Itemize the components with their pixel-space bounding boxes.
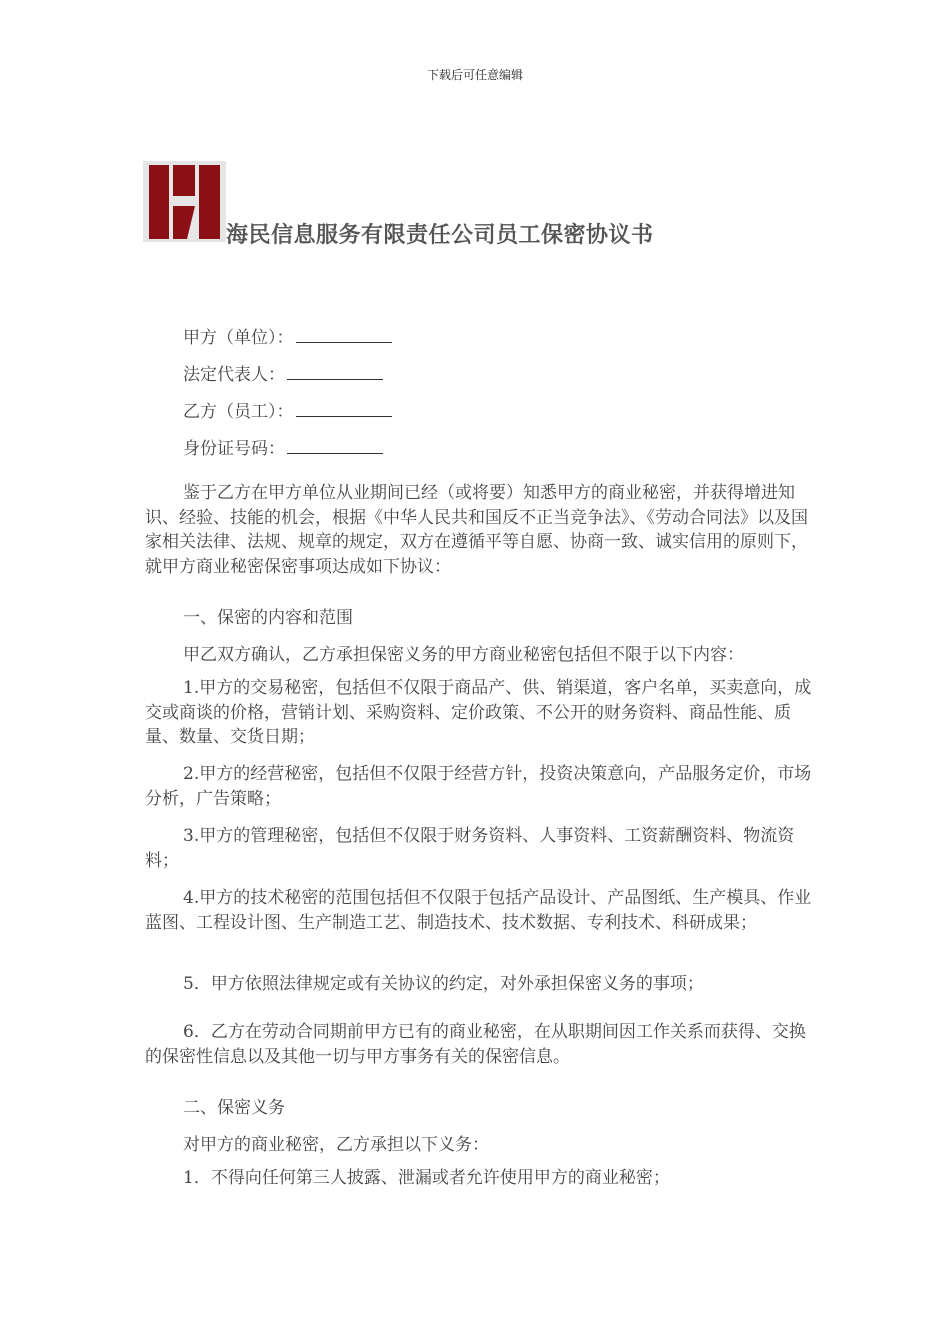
field-label: 法定代表人： [183,365,285,385]
field-party-a [183,323,392,348]
section-2-item: 1．不得向任何第三人披露、泄漏或者允许使用甲方的商业秘密； [183,1168,670,1188]
section-1-heading: 一、保密的内容和范围 [183,608,353,628]
section-1-item: 2.甲方的经营秘密，包括但不仅限于经营方针，投资决策意向，产品服务定价，市场分析，广告策略； [145,764,812,809]
field-legal-rep [183,360,383,385]
document-title: 海民信息服务有限责任公司员工保密协议书 [226,222,654,248]
company-logo [143,161,226,242]
fill-blank [287,365,383,380]
section-1-item: 4.甲方的技术秘密的范围包括但不仅限于包括产品设计、产品图纸、生产模具、作业蓝图、工程设计图、生产制造工艺、制造技术、技术数据、专利技术、科研成果； [145,888,812,933]
fill-blank [296,402,392,417]
field-label: 甲方（单位）： [183,328,294,348]
section-1-item: 1.甲方的交易秘密，包括但不仅限于商品产、供、销渠道，客户名单，买卖意向，成交或商谈的价格，营销计划、采购资料、定价政策、不公开的财务资料、商品性能、质量、数量、交货日期； [145,678,812,747]
section-2-intro: 对甲方的商业秘密，乙方承担以下义务： [183,1135,489,1155]
section-1-item: 3.甲方的管理秘密，包括但不仅限于财务资料、人事资料、工资薪酬资料、物流资料； [145,826,795,871]
section-1-item: 6．乙方在劳动合同期前甲方已有的商业秘密，在从职期间因工作关系而获得、交换的保密性信息以及其他一切与甲方事务有关的保密信息。 [145,1022,806,1067]
fill-blank [287,439,383,454]
section-1-intro: 甲乙双方确认，乙方承担保密义务的甲方商业秘密包括但不限于以下内容： [183,645,744,665]
field-party-b [183,397,392,422]
section-1-item: 5．甲方依照法律规定或有关协议的约定，对外承担保密义务的事项； [183,974,704,994]
field-label: 乙方（员工）： [183,402,294,422]
preamble-paragraph: 鉴于乙方在甲方单位从业期间已经（或将要）知悉甲方的商业秘密，并获得增进知识、经验、技能的机会，根据《中华人民共和国反不正当竞争法》、《劳动合同法》以及国家相关法律、法规、规章的规定，双方在遵循平等自愿、协商一致、诚实信用的原则下，就甲方商业秘密保密事项达成如下协议： [145,483,808,577]
field-label: 身份证号码： [183,439,285,459]
logo-h-mark [143,161,226,242]
fill-blank [296,328,392,343]
section-2-heading: 二、保密义务 [183,1098,285,1118]
field-id-number [183,434,383,459]
header-note: 下载后可任意编辑 [426,68,523,82]
